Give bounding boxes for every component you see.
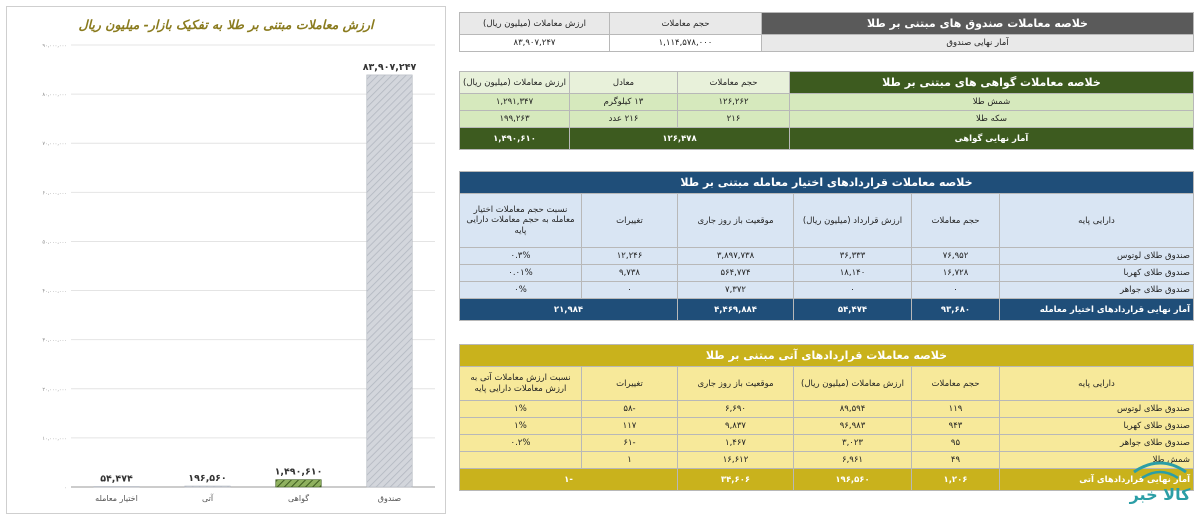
fund-summary-title: خلاصه معاملات صندوق های مبتنی بر طلا	[762, 13, 1194, 35]
futures-summary-title: خلاصه معاملات قراردادهای آتی مبتنی بر طلا	[459, 345, 1193, 367]
fut-change: -۵۸	[582, 401, 678, 418]
cert-row-equiv: ۱۳ کیلوگرم	[570, 94, 678, 111]
opt-total-volume: ۹۳,۶۸۰	[912, 299, 1000, 321]
cert-row-volume: ۱۲۶,۲۶۲	[678, 94, 790, 111]
cert-row-equiv: ۲۱۶ عدد	[570, 111, 678, 128]
x-tick-label: صندوق	[377, 494, 402, 503]
cert-equiv-header: معادل	[570, 72, 678, 94]
opt-ratio-header: نسبت حجم معاملات اختیار معامله به حجم معاملات دارایی پایه	[459, 194, 581, 248]
y-tick-label: ۹۰,۰۰۰,۰۰۰	[42, 43, 67, 49]
opt-ratio: ۰.۳%	[459, 248, 581, 265]
opt-total-label: آمار نهایی قراردادهای اختیار معامله	[1000, 299, 1194, 321]
opt-open-header: موقعیت باز روز جاری	[678, 194, 794, 248]
certificate-summary-title: خلاصه معاملات گواهی های مبتنی بر طلا	[790, 72, 1194, 94]
x-tick-label: گواهی	[287, 494, 310, 503]
fut-value: ۶,۹۶۱	[794, 452, 912, 469]
opt-change: ۱۲,۲۴۶	[582, 248, 678, 265]
opt-asset: صندوق طلای جواهر	[1000, 282, 1194, 299]
opt-value: ۱۸,۱۴۰	[794, 265, 912, 282]
opt-volume-header: حجم معاملات	[912, 194, 1000, 248]
y-tick-label: ۵۰,۰۰۰,۰۰۰	[42, 239, 67, 246]
fut-volume: ۹۴۳	[912, 418, 1000, 435]
cert-volume-header: حجم معاملات	[678, 72, 790, 94]
opt-total-change: ۲۱,۹۸۴	[459, 299, 677, 321]
opt-total-value: ۵۴,۴۷۴	[794, 299, 912, 321]
opt-open: ۷,۳۷۲	[678, 282, 794, 299]
fut-total-volume: ۱,۲۰۶	[912, 469, 1000, 491]
y-tick-label: ۶۰,۰۰۰,۰۰۰	[42, 190, 67, 197]
options-summary-title: خلاصه معاملات قراردادهای اختیار معامله مبتنی بر طلا	[459, 172, 1193, 194]
fut-asset: صندوق طلای جواهر	[1000, 435, 1194, 452]
opt-volume: ۱۶,۷۲۸	[912, 265, 1000, 282]
fut-open: ۱,۴۶۷	[678, 435, 794, 452]
options-summary-table	[459, 171, 1194, 321]
fund-value-header: ارزش معاملات (میلیون ریال)	[460, 13, 610, 35]
x-tick-label: آتی	[201, 494, 214, 503]
fund-value: ۸۳,۹۰۷,۲۴۷	[460, 35, 610, 52]
opt-change: ۹,۷۳۸	[582, 265, 678, 282]
opt-total-open: ۴,۴۶۹,۸۸۴	[678, 299, 794, 321]
opt-open: ۵۶۴,۷۷۴	[678, 265, 794, 282]
fut-open-header: موقعیت باز روز جاری	[678, 367, 794, 401]
y-tick-label: ۷۰,۰۰۰,۰۰۰	[42, 141, 67, 148]
fut-ratio: ۰.۲%	[459, 435, 581, 452]
data-label: ۱,۴۹۰,۶۱۰	[274, 466, 323, 478]
cert-total-volume: ۱۲۶,۴۷۸	[570, 128, 790, 150]
fut-open: ۱۶,۶۱۲	[678, 452, 794, 469]
opt-value-header: ارزش قرارداد (میلیون ریال)	[794, 194, 912, 248]
fut-ratio: ۱%	[459, 401, 581, 418]
cert-total-label: آمار نهایی گواهی	[790, 128, 1194, 150]
fut-total-value: ۱۹۶,۵۶۰	[794, 469, 912, 491]
fut-total-label: آمار نهایی قراردادهای آتی	[1000, 469, 1194, 491]
y-tick-label: ۰	[64, 485, 67, 491]
opt-asset-header: دارایی پایه	[1000, 194, 1194, 248]
y-tick-label: ۲۰,۰۰۰,۰۰۰	[42, 386, 67, 393]
bar-chart-svg	[7, 7, 447, 515]
fut-value: ۸۹,۵۹۴	[794, 401, 912, 418]
fut-change: ۱۱۷	[582, 418, 678, 435]
cert-row-label: سکه طلا	[790, 111, 1194, 128]
fut-open: ۹,۸۳۷	[678, 418, 794, 435]
logo-text: کالا خبر	[1129, 485, 1191, 504]
opt-asset: صندوق طلای کهربا	[1000, 265, 1194, 282]
cert-value-header: ارزش معاملات (میلیون ریال)	[460, 72, 570, 94]
fut-volume: ۱۱۹	[912, 401, 1000, 418]
opt-change-header: تغییرات	[582, 194, 678, 248]
fut-volume: ۴۹	[912, 452, 1000, 469]
value-by-market-chart	[6, 6, 446, 514]
fut-asset: شمش طلا	[1000, 452, 1194, 469]
bar	[94, 487, 140, 488]
y-tick-label: ۱۰,۰۰۰,۰۰۰	[42, 435, 67, 442]
fut-change-header: تغییرات	[582, 367, 678, 401]
fut-open: ۶,۶۹۰	[678, 401, 794, 418]
data-label: ۵۴,۴۷۴	[100, 473, 133, 485]
cert-row-value: ۱,۲۹۱,۳۴۷	[460, 94, 570, 111]
fut-value: ۳,۰۲۳	[794, 435, 912, 452]
fut-ratio-header: نسبت ارزش معاملات آتی به ارزش معاملات دارایی پایه	[459, 367, 581, 401]
cert-total-value: ۱,۴۹۰,۶۱۰	[460, 128, 570, 150]
opt-value: ۳۶,۳۳۳	[794, 248, 912, 265]
data-label: ۸۳,۹۰۷,۲۴۷	[362, 61, 417, 73]
bar	[185, 486, 231, 487]
opt-ratio: ۰%	[459, 282, 581, 299]
fund-row-label: آمار نهایی صندوق	[762, 35, 1194, 52]
fut-change: -۶۱	[582, 435, 678, 452]
fut-change: ۱	[582, 452, 678, 469]
x-tick-label: اختیار معامله	[95, 494, 138, 503]
opt-change: ۰	[582, 282, 678, 299]
bar	[367, 75, 413, 487]
fut-ratio	[459, 452, 581, 469]
fut-total-change: -۱	[459, 469, 677, 491]
y-tick-label: ۴۰,۰۰۰,۰۰۰	[42, 288, 67, 295]
certificate-summary-table	[459, 71, 1194, 150]
opt-open: ۳,۸۹۷,۷۳۸	[678, 248, 794, 265]
kala-khabar-logo	[1124, 452, 1196, 518]
fut-asset: صندوق طلای کهربا	[1000, 418, 1194, 435]
fund-summary-table	[459, 12, 1194, 52]
cert-row-label: شمش طلا	[790, 94, 1194, 111]
fut-ratio: ۱%	[459, 418, 581, 435]
y-tick-label: ۳۰,۰۰۰,۰۰۰	[42, 337, 67, 344]
fut-asset: صندوق طلای لوتوس	[1000, 401, 1194, 418]
chart-title: ارزش معاملات مبتنی بر طلا به تفکیک بازار- میلیون ریال	[78, 17, 374, 32]
fut-total-open: ۳۴,۶۰۶	[678, 469, 794, 491]
fut-value-header: ارزش معاملات (میلیون ریال)	[794, 367, 912, 401]
fut-volume-header: حجم معاملات	[912, 367, 1000, 401]
fut-asset-header: دارایی پایه	[1000, 367, 1194, 401]
opt-volume: ۷۶,۹۵۲	[912, 248, 1000, 265]
fut-volume: ۹۵	[912, 435, 1000, 452]
opt-value: ۰	[794, 282, 912, 299]
cert-row-value: ۱۹۹,۲۶۳	[460, 111, 570, 128]
fut-value: ۹۶,۹۸۳	[794, 418, 912, 435]
opt-asset: صندوق طلای لوتوس	[1000, 248, 1194, 265]
opt-volume: ۰	[912, 282, 1000, 299]
y-tick-label: ۸۰,۰۰۰,۰۰۰	[42, 92, 67, 99]
cert-row-volume: ۲۱۶	[678, 111, 790, 128]
opt-ratio: ۰.۰۱%	[459, 265, 581, 282]
fund-volume-header: حجم معاملات	[610, 13, 762, 35]
fund-volume: ۱,۱۱۴,۵۷۸,۰۰۰	[610, 35, 762, 52]
bar	[276, 480, 322, 487]
futures-summary-table	[459, 344, 1194, 491]
data-label: ۱۹۶,۵۶۰	[188, 473, 227, 485]
